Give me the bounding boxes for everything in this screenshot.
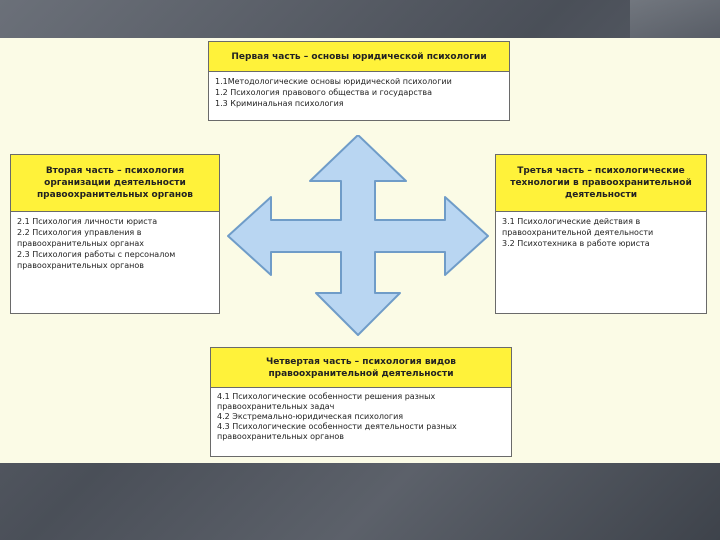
four-way-arrow-shape: [228, 135, 488, 335]
background-corner: [630, 0, 720, 38]
part3-list: [496, 212, 706, 252]
part2-title: [11, 155, 219, 212]
part2-title-line: организации деятельности: [44, 178, 186, 188]
part3-title: [496, 155, 706, 212]
part1-title-text: Первая часть – основы юридической психологии: [231, 51, 487, 62]
part4-box: [210, 347, 512, 457]
part2-list: [11, 212, 219, 274]
part2-item: 2.3 Психология работы с персоналом: [17, 250, 176, 259]
part4-list: [211, 388, 511, 445]
four-way-arrow-icon: [226, 135, 490, 337]
part1-item: 1.1Методологические основы юридической психологии: [215, 77, 452, 86]
part3-item: правоохранительной деятельности: [502, 228, 654, 237]
part3-title-line: деятельности: [564, 190, 637, 200]
part2-item: правоохранительных органов: [17, 261, 145, 270]
part1-box: [208, 41, 510, 121]
part4-item: 4.3 Психологические особенности деятельности разных: [217, 422, 457, 431]
part2-title-line: Вторая часть – психология: [45, 166, 185, 176]
part3-title-line: Третья часть – психологические: [517, 166, 685, 176]
part4-title-line: правоохранительной деятельности: [268, 368, 454, 379]
part2-item: правоохранительных органах: [17, 239, 145, 248]
part4-item: правоохранительных органов: [217, 432, 345, 441]
part1-item: 1.3 Криминальная психология: [215, 99, 344, 108]
part1-title: [209, 42, 509, 72]
part4-item: 4.2 Экстремально-юридическая психология: [217, 412, 404, 421]
part4-title-line: Четвертая часть – психология видов: [266, 356, 456, 367]
part1-list: [209, 72, 509, 112]
part2-box: [10, 154, 220, 314]
part2-item: 2.1 Психология личности юриста: [17, 217, 158, 226]
part1-item: 1.2 Психология правового общества и государства: [215, 88, 433, 97]
part2-item: 2.2 Психология управления в: [17, 228, 142, 237]
part3-item: 3.1 Психологические действия в: [502, 217, 641, 226]
part3-title-line: технологии в правоохранительной: [510, 178, 692, 188]
part3-box: [495, 154, 707, 314]
part4-item: 4.1 Психологические особенности решения разных: [217, 392, 436, 401]
part4-item: правоохранительных задач: [217, 402, 335, 411]
part4-title: [211, 348, 511, 388]
part2-title-line: правоохранительных органов: [36, 190, 194, 200]
part3-item: 3.2 Психотехника в работе юриста: [502, 239, 650, 248]
